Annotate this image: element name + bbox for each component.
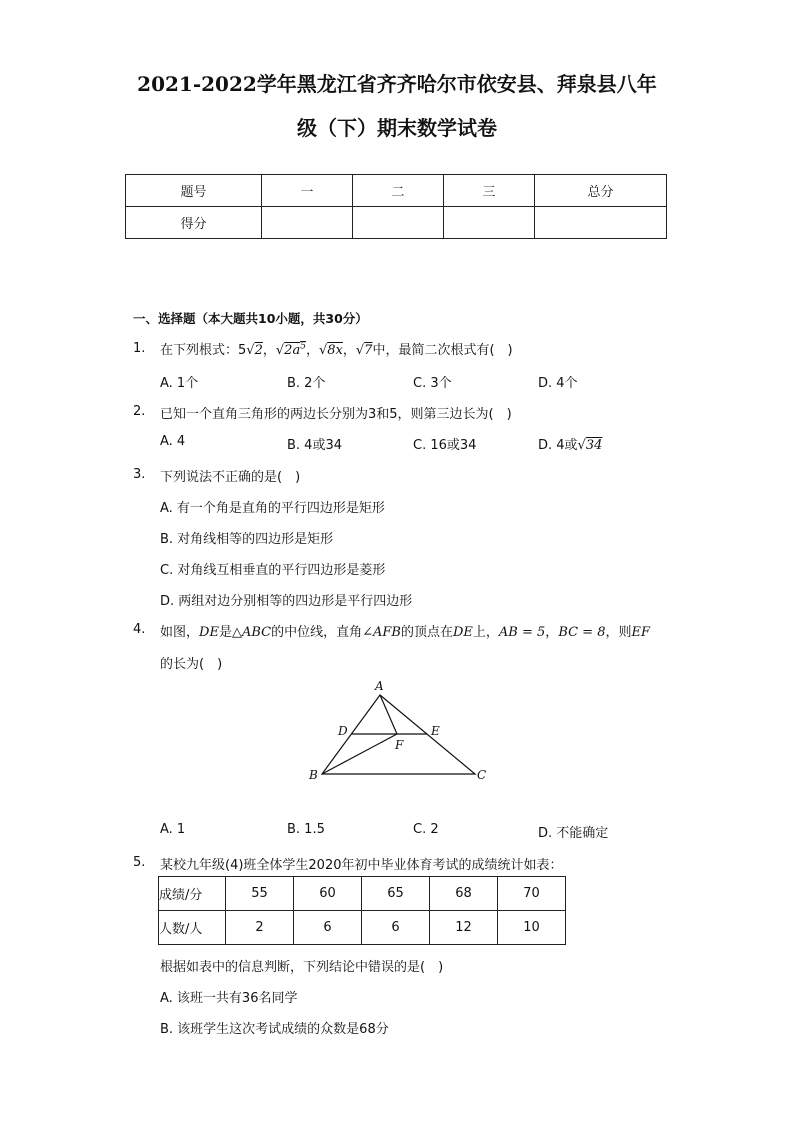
sqrt-sign: √ — [355, 343, 365, 358]
option-c[interactable]: C. 3个 — [413, 376, 452, 391]
option-c[interactable]: C. 16或34 — [413, 438, 477, 453]
option-c[interactable]: C. 对角线互相垂直的平行四边形是菱形 — [160, 563, 386, 578]
score-cell[interactable] — [444, 207, 535, 239]
q1-radicand-base: 2a — [284, 343, 301, 358]
option-d[interactable]: D. 不能确定 — [538, 826, 609, 841]
option-b[interactable]: B. 4或34 — [287, 438, 342, 453]
stats-row-label: 成绩/分 — [159, 877, 226, 911]
label-f: F — [395, 738, 404, 752]
question-number: 1. — [133, 341, 146, 356]
option-a[interactable]: A. 有一个角是直角的平行四边形是矩形 — [160, 501, 385, 516]
stats-row-label: 人数/人 — [159, 911, 226, 945]
stats-cell: 12 — [430, 911, 498, 945]
score-cell[interactable] — [535, 207, 667, 239]
q4-text: ， — [545, 625, 559, 640]
question-4-line-2: 的长为( ) — [160, 657, 223, 672]
label-d: D — [338, 724, 348, 738]
question-4-text — [160, 621, 650, 640]
stats-cell: 55 — [226, 877, 294, 911]
option-c[interactable]: C. 2 — [413, 822, 439, 837]
q4-math: DE — [199, 625, 219, 640]
question-5-prompt: 根据如表中的信息判断，下列结论中错误的是( ) — [160, 960, 444, 975]
score-header-cell: 三 — [444, 175, 535, 207]
stats-cell: 6 — [294, 911, 362, 945]
label-e: E — [431, 724, 440, 738]
label-a: A — [375, 679, 384, 693]
option-d[interactable] — [538, 434, 602, 453]
score-row-label: 得分 — [126, 207, 262, 239]
stats-cell: 68 — [430, 877, 498, 911]
q4-text: 上， — [472, 625, 499, 640]
score-table — [125, 174, 667, 239]
q4-math: △ABC — [231, 625, 272, 640]
segment-af — [380, 695, 397, 734]
option-a[interactable]: A. 1个 — [160, 376, 199, 391]
question-number: 2. — [133, 404, 146, 419]
q4-math: AB = 5 — [498, 625, 546, 640]
q4-math: BC = 8 — [558, 625, 606, 640]
section-heading: 一、选择题（本大题共10小题，共30分） — [133, 311, 368, 326]
q1-text-a: 在下列根式：5 — [160, 343, 247, 358]
option-a[interactable]: A. 该班一共有36名同学 — [160, 991, 298, 1006]
q1-text-end: 中，最简二次根式有( ) — [372, 343, 513, 358]
q1-radicand — [284, 343, 306, 358]
stats-cell: 2 — [226, 911, 294, 945]
option-d[interactable]: D. 两组对边分别相等的四边形是平行四边形 — [160, 594, 413, 609]
q4-text: 是 — [218, 625, 232, 640]
option-d-radicand: 34 — [585, 438, 603, 453]
triangle-figure — [300, 675, 500, 790]
option-a[interactable]: A. 1 — [160, 822, 186, 837]
question-3-text: 下列说法不正确的是( ) — [160, 470, 301, 485]
score-cell[interactable] — [353, 207, 444, 239]
score-header-cell: 二 — [353, 175, 444, 207]
stats-cell: 10 — [498, 911, 566, 945]
q4-text: 如图， — [160, 625, 200, 640]
segment-bf — [322, 734, 397, 774]
score-header-cell: 一 — [262, 175, 353, 207]
question-5-text: 某校九年级(4)班全体学生2020年初中毕业体育考试的成绩统计如表： — [160, 858, 563, 873]
title-line-2: 级（下）期末数学试卷 — [297, 116, 497, 140]
q4-math: EF — [631, 625, 651, 640]
question-number: 5. — [133, 855, 146, 870]
q1-radicand: 7 — [364, 343, 373, 358]
question-number: 3. — [133, 467, 146, 482]
q1-sep: ， — [342, 343, 356, 358]
stats-cell: 65 — [362, 877, 430, 911]
q1-radicand: 2 — [254, 343, 263, 358]
stats-cell: 70 — [498, 877, 566, 911]
sqrt-sign: √ — [275, 343, 285, 358]
q4-math: ∠AFB — [362, 625, 401, 640]
question-number: 4. — [133, 622, 146, 637]
option-b[interactable]: B. 2个 — [287, 376, 326, 391]
q1-sep: ， — [305, 343, 319, 358]
stats-table — [158, 876, 566, 945]
title-line-1: 2021-2022学年黑龙江省齐齐哈尔市依安县、拜泉县八年 — [137, 72, 657, 96]
option-b[interactable]: B. 1.5 — [287, 822, 325, 837]
q4-text: 的顶点在 — [400, 625, 453, 640]
label-b: B — [309, 768, 318, 782]
q1-sep: ， — [262, 343, 276, 358]
option-d[interactable]: D. 4个 — [538, 376, 578, 391]
q4-math: DE — [452, 625, 473, 640]
question-1-text — [160, 339, 513, 358]
score-header-cell: 题号 — [126, 175, 262, 207]
stats-cell: 6 — [362, 911, 430, 945]
option-a[interactable]: A. 4 — [160, 434, 186, 449]
sqrt-sign: √ — [246, 343, 255, 358]
sqrt-sign: √ — [577, 438, 586, 453]
option-d-text: D. 4或 — [538, 438, 578, 453]
question-2-text: 已知一个直角三角形的两边长分别为3和5，则第三边长为( ) — [160, 407, 512, 422]
q1-exponent: 5 — [300, 341, 306, 352]
option-b[interactable]: B. 该班学生这次考试成绩的众数是68分 — [160, 1022, 389, 1037]
stats-cell: 60 — [294, 877, 362, 911]
label-c: C — [477, 768, 487, 782]
score-header-cell: 总分 — [535, 175, 667, 207]
option-b[interactable]: B. 对角线相等的四边形是矩形 — [160, 532, 334, 547]
q4-text: ，则 — [605, 625, 632, 640]
sqrt-sign: √ — [318, 343, 328, 358]
q4-text: 的中位线，直角 — [271, 625, 363, 640]
q1-radicand: 8x — [327, 343, 343, 358]
score-cell[interactable] — [262, 207, 353, 239]
